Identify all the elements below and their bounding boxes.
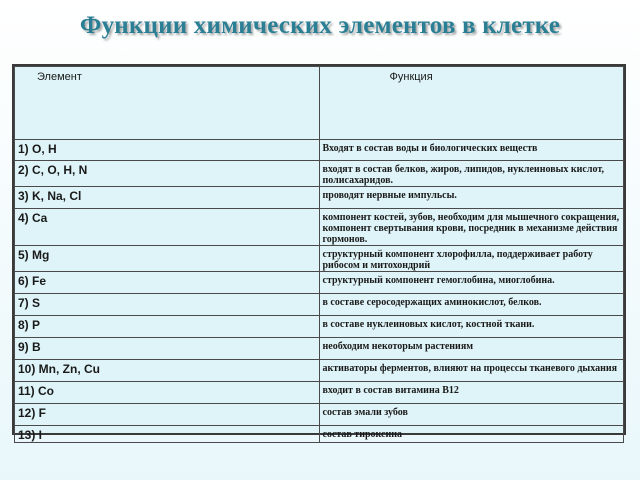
table-row (15, 360, 624, 382)
function-cell: состав эмали зубов (319, 404, 624, 426)
element-cell: 12) F (15, 404, 320, 426)
table-row (15, 426, 624, 443)
element-cell: 1) O, H (15, 140, 320, 161)
element-cell: 5) Mg (15, 246, 320, 272)
element-cell: 8) P (15, 316, 320, 338)
header-function: Функция (319, 67, 624, 140)
header-element: Элемент (15, 67, 320, 140)
function-cell: состав тироксина (319, 426, 624, 443)
element-cell: 4) Ca (15, 209, 320, 246)
table-row (15, 272, 624, 294)
element-cell: 3) K, Na, Cl (15, 187, 320, 209)
element-cell: 13) I (15, 426, 320, 443)
elements-table (12, 64, 626, 442)
table-row (15, 209, 624, 246)
function-cell: проводят нервные импульсы. (319, 187, 624, 209)
function-cell: в составе серосодержащих аминокислот, белков. (319, 294, 624, 316)
function-cell: входит в состав витамина В12 (319, 382, 624, 404)
function-cell: в составе нуклеиновых кислот, костной ткани. (319, 316, 624, 338)
page-title: Функции химических элементов в клетке (79, 12, 561, 39)
table-row (15, 246, 624, 272)
table-row (15, 140, 624, 161)
table-row (15, 294, 624, 316)
element-cell: 6) Fe (15, 272, 320, 294)
function-cell: структурный компонент хлорофилла, поддерживает работу рибосом и митохондрий (319, 246, 624, 272)
element-cell: 7) S (15, 294, 320, 316)
function-cell: Входят в состав воды и биологических веществ (319, 140, 624, 161)
table-row (15, 187, 624, 209)
element-cell: 2) C, O, H, N (15, 161, 320, 187)
table-row (15, 382, 624, 404)
table-header-row (15, 67, 624, 140)
table-row (15, 161, 624, 187)
table-row (15, 404, 624, 426)
table-row (15, 338, 624, 360)
function-cell: необходим некоторым растениям (319, 338, 624, 360)
function-cell: входят в состав белков, жиров, липидов, нуклеиновых кислот, полисахаридов. (319, 161, 624, 187)
element-cell: 9) B (15, 338, 320, 360)
element-cell: 11) Co (15, 382, 320, 404)
function-cell: структурный компонент гемоглобина, миоглобина. (319, 272, 624, 294)
table-row (15, 316, 624, 338)
function-cell: активаторы ферментов, влияют на процессы тканевого дыхания (319, 360, 624, 382)
element-cell: 10) Mn, Zn, Cu (15, 360, 320, 382)
function-cell: компонент костей, зубов, необходим для мышечного сокращения, компонент свертывания крови, посредник в механизме действия гормонов. (319, 209, 624, 246)
